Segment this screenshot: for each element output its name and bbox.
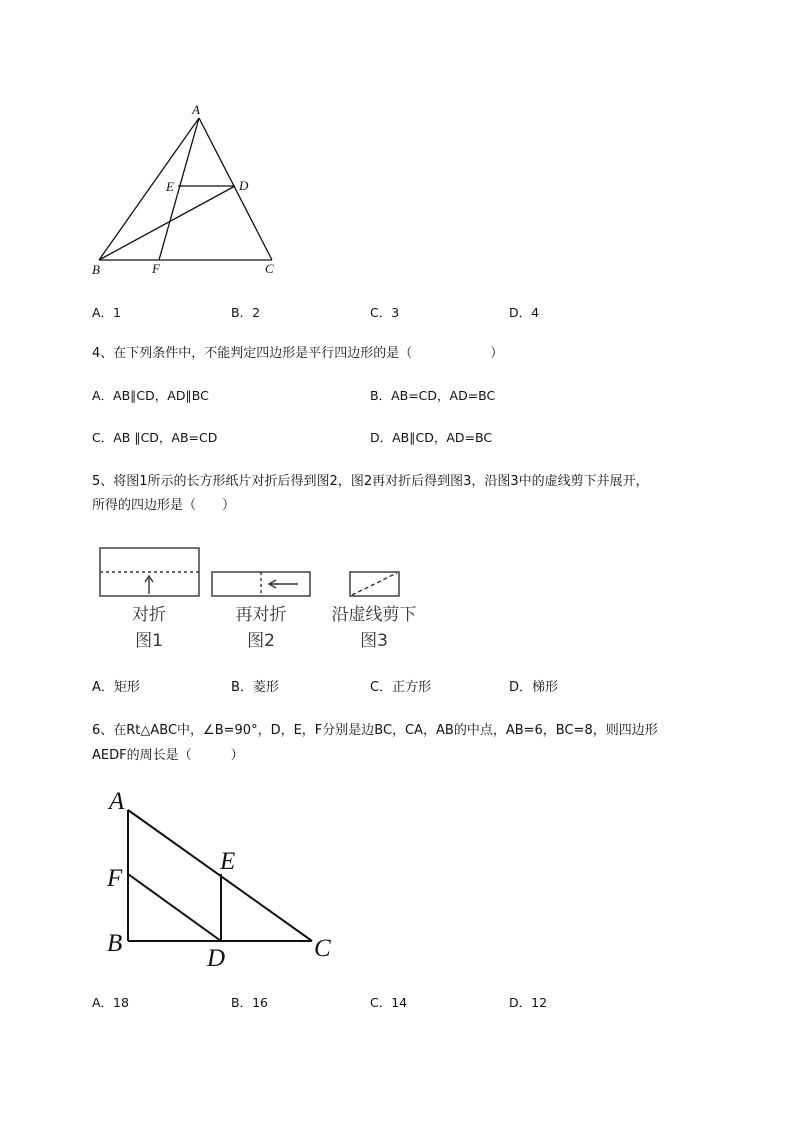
label-f: F <box>152 261 160 276</box>
figure3-number: 图3 <box>360 631 388 651</box>
right-triangle-figure <box>100 780 350 980</box>
q4-stem: 4、在下列条件中，不能判定四边形是平行四边形的是（ ） <box>92 346 504 361</box>
segment-ab <box>99 118 199 260</box>
triangle-figure <box>0 0 794 290</box>
q6-option-c: C．14 <box>370 995 408 1010</box>
q3-option-d: D．4 <box>509 305 540 320</box>
q6-stem-line1: 6、在Rt△ABC中，∠B=90°，D，E，F分别是边BC，CA，AB的中点，AB=6，BC=8，则四边形 <box>92 723 658 738</box>
label-c: C <box>265 261 274 276</box>
label-d: D <box>207 945 226 972</box>
folding-figure <box>90 540 440 660</box>
label-e: E <box>220 848 236 875</box>
segment-af <box>159 118 199 260</box>
segment-ac <box>199 118 272 260</box>
figure3-cut-line <box>352 573 397 595</box>
figure1-number: 图1 <box>135 631 163 651</box>
q6-option-d: D．12 <box>509 995 548 1010</box>
q5-option-c: C．正方形 <box>370 680 432 695</box>
label-d: D <box>239 178 249 193</box>
q5-option-a: A．矩形 <box>92 680 140 695</box>
segment-fd <box>128 874 221 941</box>
label-a: A <box>109 788 125 815</box>
q5-stem-line1: 5、将图1所示的长方形纸片对折后得到图2，图2再对折后得到图3，沿图3中的虚线剪下并展开， <box>92 474 649 489</box>
label-b: B <box>92 262 100 277</box>
label-f: F <box>107 865 123 892</box>
q5-option-d: D．梯形 <box>509 680 559 695</box>
figure2-number: 图2 <box>247 631 275 651</box>
label-b: B <box>107 930 123 957</box>
q6-stem-line2: AEDF的周长是（ ） <box>92 748 244 763</box>
q6-option-b: B．16 <box>231 995 268 1010</box>
q3-option-c: C．3 <box>370 305 400 320</box>
figure1-caption: 对折 <box>132 605 166 625</box>
q5-option-b: B．菱形 <box>231 680 279 695</box>
q3-option-b: B．2 <box>231 305 261 320</box>
q4-option-b: B．AB=CD，AD=BC <box>370 388 496 403</box>
q5-stem-line2: 所得的四边形是（ ） <box>92 498 236 513</box>
figure3-caption: 沿虚线剪下 <box>331 605 417 625</box>
q3-option-a: A．1 <box>92 305 122 320</box>
segment-bd <box>99 186 235 260</box>
q6-option-a: A．18 <box>92 995 129 1010</box>
label-c: C <box>314 935 331 962</box>
label-e: E <box>166 179 174 194</box>
q4-option-a: A．AB∥CD，AD∥BC <box>92 388 209 403</box>
figure2-caption: 再对折 <box>235 605 287 625</box>
label-a: A <box>192 102 200 117</box>
q4-option-c: C．AB ∥CD，AB=CD <box>92 430 218 445</box>
q4-option-d: D．AB∥CD，AD=BC <box>370 430 493 445</box>
